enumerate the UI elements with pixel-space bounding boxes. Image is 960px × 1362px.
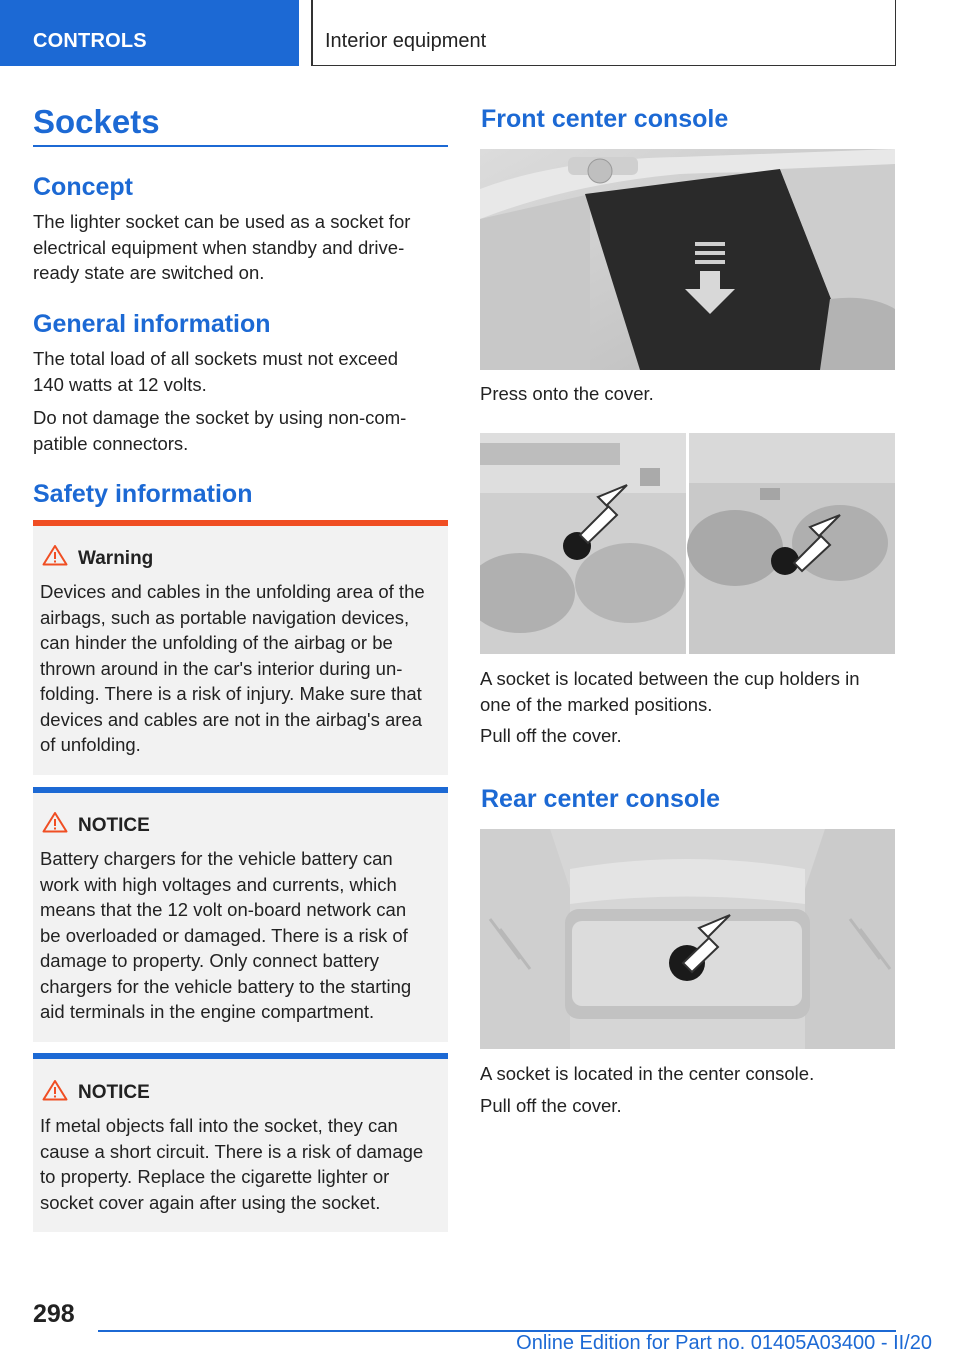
rear-console-heading: Rear center console [481,785,720,813]
notice-text: Battery chargers for the vehicle battery can work with high voltages and currents, which means that the 12 volt on-board network can be overloaded or damaged. There is a risk of damage to property. Only connect battery chargers for the vehicle battery to the starting aid terminals in the engine compartment. [40,848,412,1022]
page-title: Sockets [33,103,160,140]
notice-title: NOTICE [78,815,150,836]
warning-box [33,520,448,775]
concept-heading: Concept [33,173,133,201]
notice-bar [33,1053,448,1059]
chapter-header [311,0,896,66]
notice-box-chargers [33,787,448,1042]
front-caption-location: A socket is located between the cup holders in one of the marked positions. [480,668,860,715]
general-text-1: The total load of all sockets must not exceed 140 watts at 12 volts. [33,348,399,395]
chapter-title: Interior equipment [325,30,487,52]
front-console-heading: Front center console [481,105,729,133]
edition-link[interactable]: Online Edition for Part no. 01405A03400 - II/20 [516,1332,932,1354]
concept-text: The lighter socket can be used as a socket for electrical equipment when standby and drive- ready state are switched on. [33,211,411,283]
section-title: CONTROLS [33,30,147,52]
title-rule [33,145,448,147]
front-console-cover-image [480,149,895,370]
safety-heading: Safety information [33,480,253,508]
warning-triangle-icon [42,1079,68,1101]
front-console-cupholder-image [480,433,895,654]
front-caption-press: Press onto the cover. [480,383,654,404]
section-tab [0,0,299,66]
front-caption-pull: Pull off the cover. [480,725,622,746]
warning-bar [33,520,448,526]
notice-text: If metal objects fall into the socket, they can cause a short circuit. There is a risk of damage to property. Replace the cigarette lighter or socket cover again after using the socket. [40,1115,424,1213]
general-text-2: Do not damage the socket by using non-com- patible connectors. [33,407,407,454]
warning-title: Warning [78,548,154,569]
warning-triangle-icon [42,811,68,833]
notice-bar [33,787,448,793]
rear-console-image [480,829,895,1049]
notice-box-metal [33,1053,448,1232]
rear-caption-location: A socket is located in the center console. [480,1063,815,1084]
warning-text: Devices and cables in the unfolding area of the airbags, such as portable navigation devices, can hinder the unfolding of the airbag or be thrown around in the car's interior during un- folding. There is a risk of injury. Make sure that devices and cables are not in the airbag's area of unfolding. [40,581,425,755]
warning-triangle-icon [42,544,68,566]
page-number: 298 [33,1300,75,1328]
general-heading: General information [33,310,271,338]
notice-title: NOTICE [78,1082,150,1103]
rear-caption-pull: Pull off the cover. [480,1095,622,1116]
